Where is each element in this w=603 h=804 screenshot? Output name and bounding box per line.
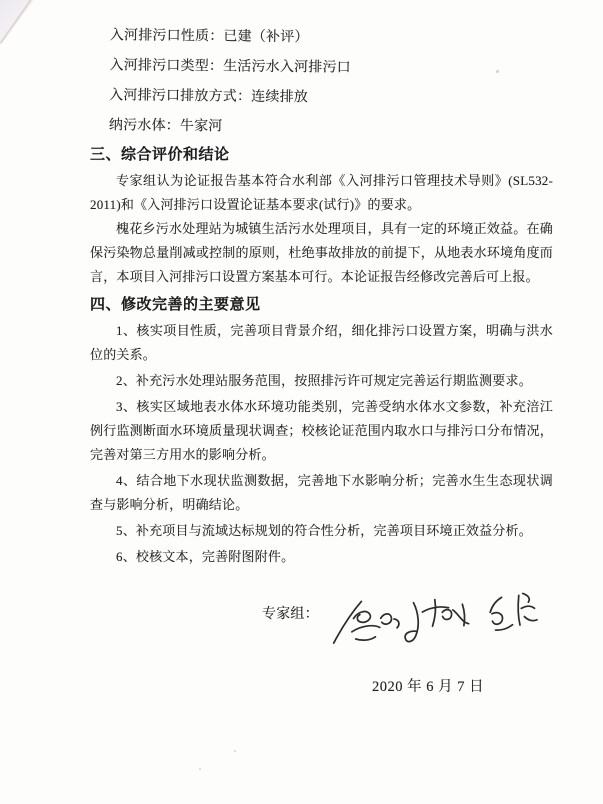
date-row bbox=[372, 675, 553, 699]
revision-item-1: 1、核实项目性质，完善项目背景介绍，细化排污口设置方案，明确与洪水位的关系。 bbox=[90, 323, 553, 362]
signature-row bbox=[262, 587, 553, 651]
expert-group-label: 专家组： bbox=[262, 607, 319, 622]
handwritten-signatures bbox=[327, 579, 555, 658]
section-3-paragraph-2: 槐花乡污水处理站为城镇生活污水处理项目，具有一定的环境正效益。在确保污染物总量削减或控制的原则，杜绝事故排放的前提下，从地表水环境角度而言，本项目入河排污口设置方案基本可行。本论证报告经修改完善后可上报。 bbox=[90, 221, 553, 284]
outlet-attributes-block bbox=[89, 21, 553, 146]
signature-1-icon bbox=[331, 599, 400, 643]
signature-2-icon bbox=[402, 597, 469, 642]
outlet-discharge-mode-line: 入河排污口排放方式：连续排放 bbox=[109, 88, 309, 106]
signature-3-icon bbox=[489, 593, 537, 631]
document-date: 2020 年 6 月 7 日 bbox=[372, 679, 485, 695]
revision-item-5: 5、补充项目与流域达标规划的符合性分析，完善项目环境正效益分析。 bbox=[116, 523, 532, 538]
section-3-heading: 三、综合评价和结论 bbox=[90, 146, 230, 163]
outlet-nature-line: 入河排污口性质：已建（补评） bbox=[109, 28, 309, 46]
section-3-paragraph-1: 专家组认为论证报告基本符合水利部《入河排污口管理技术导则》(SL532-2011)和《入河排污口设置论证基本要求(试行)》的要求。 bbox=[90, 173, 553, 212]
revision-item-3: 3、核实区域地表水体水环境功能类别，完善受纳水体水文参数，补充涪江例行监测断面水环境质量现状调查；校核论证范围内取水口与排污口分布情况，完善对第三方用水的影响分析。 bbox=[90, 399, 553, 462]
revision-item-4: 4、结合地下水现状监测数据，完善地下水影响分析；完善水生生态现状调查与影响分析，明确结论。 bbox=[90, 473, 553, 512]
receiving-water-line: 纳污水体：牛家河 bbox=[108, 118, 223, 135]
revision-item-2: 2、补充污水处理站服务范围，按照排污许可规定完善运行期监测要求。 bbox=[116, 373, 532, 388]
revision-item-6: 6、校核文本，完善附图附件。 bbox=[116, 549, 295, 564]
outlet-type-line: 入河排污口类型：生活污水入河排污口 bbox=[109, 58, 352, 76]
section-4-heading: 四、修改完善的主要意见 bbox=[90, 296, 261, 313]
